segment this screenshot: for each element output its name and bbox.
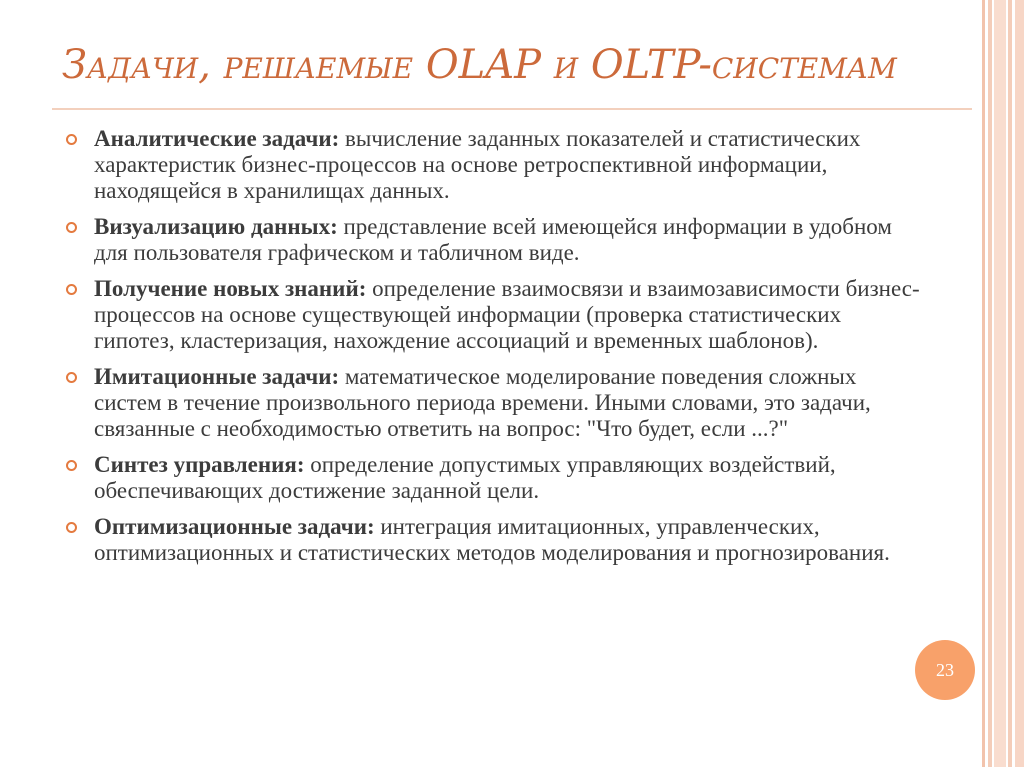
ring-bullet-icon bbox=[66, 522, 77, 533]
stripe bbox=[1008, 0, 1012, 767]
item-description: интеграция имитационных, управленческих, оптимизационных и статистических методов моделирования и прогнозирования. bbox=[94, 514, 890, 565]
ring-bullet-icon bbox=[66, 284, 77, 295]
item-description: вычисление заданных показателей и статистических характеристик бизнес-процессов на основе ретроспективной информации, находящейся в хранилищах данных. bbox=[94, 126, 861, 203]
item-description: определение допустимых управляющих воздействий, обеспечивающих достижение заданной цели. bbox=[94, 452, 836, 503]
list-item bbox=[64, 452, 924, 504]
ring-bullet-icon bbox=[66, 222, 77, 233]
stripe bbox=[982, 0, 985, 767]
stripe bbox=[1015, 0, 1024, 767]
item-term: Получение новых знаний: bbox=[94, 276, 367, 301]
item-description: представление всей имеющейся информации в удобном для пользователя графическом и табличном виде. bbox=[94, 214, 892, 265]
item-term: Синтез управления: bbox=[94, 452, 305, 477]
list-item bbox=[64, 214, 924, 266]
item-term: Оптимизационные задачи: bbox=[94, 514, 375, 539]
item-description: математическое моделирование поведения сложных систем в течение произвольного периода времени. Иными словами, это задачи, связанные с необходимостью ответить на вопрос: "Что будет, если ...?" bbox=[94, 364, 871, 441]
ring-bullet-icon bbox=[66, 134, 77, 145]
title-divider bbox=[52, 108, 972, 110]
list-item bbox=[64, 276, 924, 354]
stripe bbox=[988, 0, 992, 767]
list-item bbox=[64, 126, 924, 204]
page-number-badge: 23 bbox=[915, 640, 975, 700]
slide-title: Задачи, решаемые OLAP и OLTP-системам bbox=[62, 42, 897, 88]
item-description: определение взаимосвязи и взаимозависимости бизнес-процессов на основе существующей информации (проверка статистических гипотез, кластеризация, нахождение ассоциаций и временных шаблонов). bbox=[94, 276, 920, 353]
task-list bbox=[64, 126, 924, 576]
item-term: Визуализацию данных: bbox=[94, 214, 338, 239]
ring-bullet-icon bbox=[66, 372, 77, 383]
decorative-side-stripes bbox=[982, 0, 1024, 767]
ring-bullet-icon bbox=[66, 460, 77, 471]
stripe bbox=[994, 0, 1006, 767]
list-item bbox=[64, 364, 924, 442]
item-term: Аналитические задачи: bbox=[94, 126, 340, 151]
item-term: Имитационные задачи: bbox=[94, 364, 340, 389]
list-item bbox=[64, 514, 924, 566]
